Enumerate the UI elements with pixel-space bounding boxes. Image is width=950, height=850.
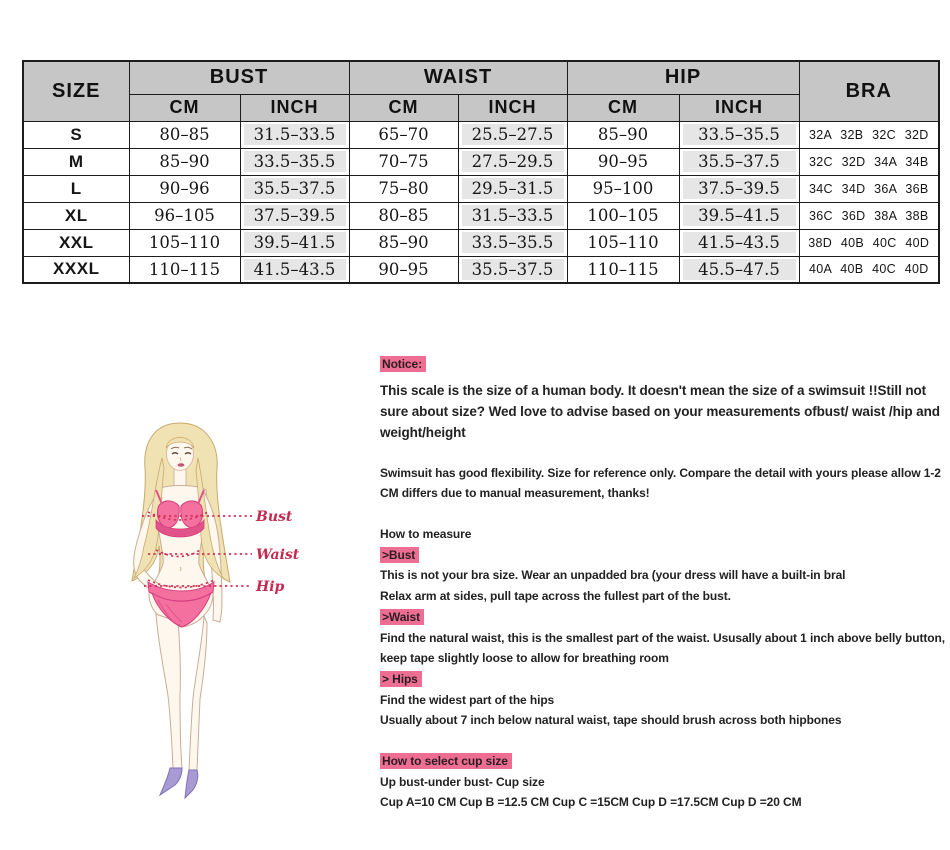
bust-cm-value: 90–96 [129,175,240,202]
right-leg [189,616,207,770]
bust-cm-value: 110–115 [129,256,240,283]
bust-label: Bust [256,509,293,525]
table-row-l [23,175,939,202]
subheader-bust-inch: INCH [240,94,349,121]
cup-size-line-2: Cup A=10 CM Cup B =12.5 CM Cup C =15CM Cup D =17.5CM Cup D =20 CM [380,795,802,810]
waist-cm-value: 80–85 [349,202,458,229]
column-header-bust: BUST [129,61,349,94]
table-row-xxxl [23,256,939,283]
hip-cm-value: 100–105 [567,202,679,229]
bikini-top-right-cup [181,501,203,528]
bra-value: 36C 36D 38A 38B [799,202,939,229]
size-value: S [23,121,129,148]
bra-value: 32C 32D 34A 34B [799,148,939,175]
notice-heading: Notice: [380,356,426,372]
hip-inch-value: 37.5–39.5 [679,175,799,202]
table-row-m [23,148,939,175]
figure-illustration [92,418,372,818]
waist-heading: >Waist [380,609,424,625]
waist-instruction: Find the natural waist, this is the smallest part of the waist. Ususally about 1 inch above belly button, keep tape slightly loose to allow for breathing room [380,630,945,666]
hip-inch-value: 39.5–41.5 [679,202,799,229]
size-value: L [23,175,129,202]
bust-inch-value: 39.5–41.5 [240,229,349,256]
size-value: XL [23,202,129,229]
waist-cm-value: 90–95 [349,256,458,283]
table-row-s [23,121,939,148]
bra-value: 34C 34D 36A 36B [799,175,939,202]
hip-cm-value: 110–115 [567,256,679,283]
waist-label: Waist [256,547,300,563]
subheader-hip-inch: INCH [679,94,799,121]
how-to-measure-heading: How to measure [380,527,472,542]
bust-inch-value: 41.5–43.5 [240,256,349,283]
measurement-figure [92,418,372,818]
subheader-bust-cm: CM [129,94,240,121]
bust-inch-value: 33.5–35.5 [240,148,349,175]
table-row-xxl [23,229,939,256]
flexibility-note: Swimsuit has good flexibility. Size for reference only. Compare the detail with yours please allow 1-2 CM differs due to manual measurement, thanks! [380,465,941,501]
hip-cm-value: 85–90 [567,121,679,148]
cup-size-line-1: Up bust-under bust- Cup size [380,774,545,789]
hip-inch-value: 33.5–35.5 [679,121,799,148]
measurement-notes [380,354,946,813]
hips-instruction-1: Find the widest part of the hips [380,692,555,707]
bra-value: 40A 40B 40C 40D [799,256,939,283]
bra-value: 32A 32B 32C 32D [799,121,939,148]
lips [178,463,185,467]
bust-inch-value: 37.5–39.5 [240,202,349,229]
column-header-waist: WAIST [349,61,567,94]
subheader-waist-cm: CM [349,94,458,121]
waist-inch-value: 29.5–31.5 [458,175,567,202]
bust-instruction-2: Relax arm at sides, pull tape across the fullest part of the bust. [380,589,731,604]
hip-cm-value: 90–95 [567,148,679,175]
waist-cm-value: 65–70 [349,121,458,148]
column-header-bra: BRA [799,61,939,121]
bust-inch-value: 35.5–37.5 [240,175,349,202]
left-shoe [160,768,182,795]
bust-cm-value: 96–105 [129,202,240,229]
subheader-waist-inch: INCH [458,94,567,121]
size-table [22,60,940,284]
size-value: XXXL [23,256,129,283]
right-shoe [185,770,198,798]
bust-cm-value: 105–110 [129,229,240,256]
waist-inch-value: 27.5–29.5 [458,148,567,175]
waist-cm-value: 75–80 [349,175,458,202]
notice-body: This scale is the size of a human body. It doesn't mean the size of a swimsuit !!Still not sure about size? Wed love to advise based on your measurements ofbust/ waist /hip and weight/height [380,382,940,440]
bra-value: 38D 40B 40C 40D [799,229,939,256]
size-value: XXL [23,229,129,256]
waist-inch-value: 31.5–33.5 [458,202,567,229]
waist-inch-value: 33.5–35.5 [458,229,567,256]
column-header-hip: HIP [567,61,799,94]
left-leg [156,614,182,768]
waist-cm-value: 70–75 [349,148,458,175]
hip-inch-value: 41.5–43.5 [679,229,799,256]
waist-inch-value: 35.5–37.5 [458,256,567,283]
hip-cm-value: 105–110 [567,229,679,256]
size-value: M [23,148,129,175]
waist-inch-value: 25.5–27.5 [458,121,567,148]
bikini-top-left-cup [157,501,179,528]
hip-label: Hip [256,579,285,595]
hip-cm-value: 95–100 [567,175,679,202]
bust-inch-value: 31.5–33.5 [240,121,349,148]
subheader-hip-cm: CM [567,94,679,121]
cup-size-heading: How to select cup size [380,753,512,769]
hips-instruction-2: Usually about 7 inch below natural waist, tape should brush across both hipbones [380,713,842,728]
column-header-size: SIZE [23,61,129,121]
size-table-section [22,60,940,284]
bust-heading: >Bust [380,547,419,563]
hip-inch-value: 35.5–37.5 [679,148,799,175]
waist-cm-value: 85–90 [349,229,458,256]
bust-cm-value: 80–85 [129,121,240,148]
bust-instruction-1: This is not your bra size. Wear an unpadded bra (your dress will have a built-in bral [380,568,846,583]
table-row-xl [23,202,939,229]
hips-heading: > Hips [380,671,422,687]
hip-inch-value: 45.5–47.5 [679,256,799,283]
bust-cm-value: 85–90 [129,148,240,175]
